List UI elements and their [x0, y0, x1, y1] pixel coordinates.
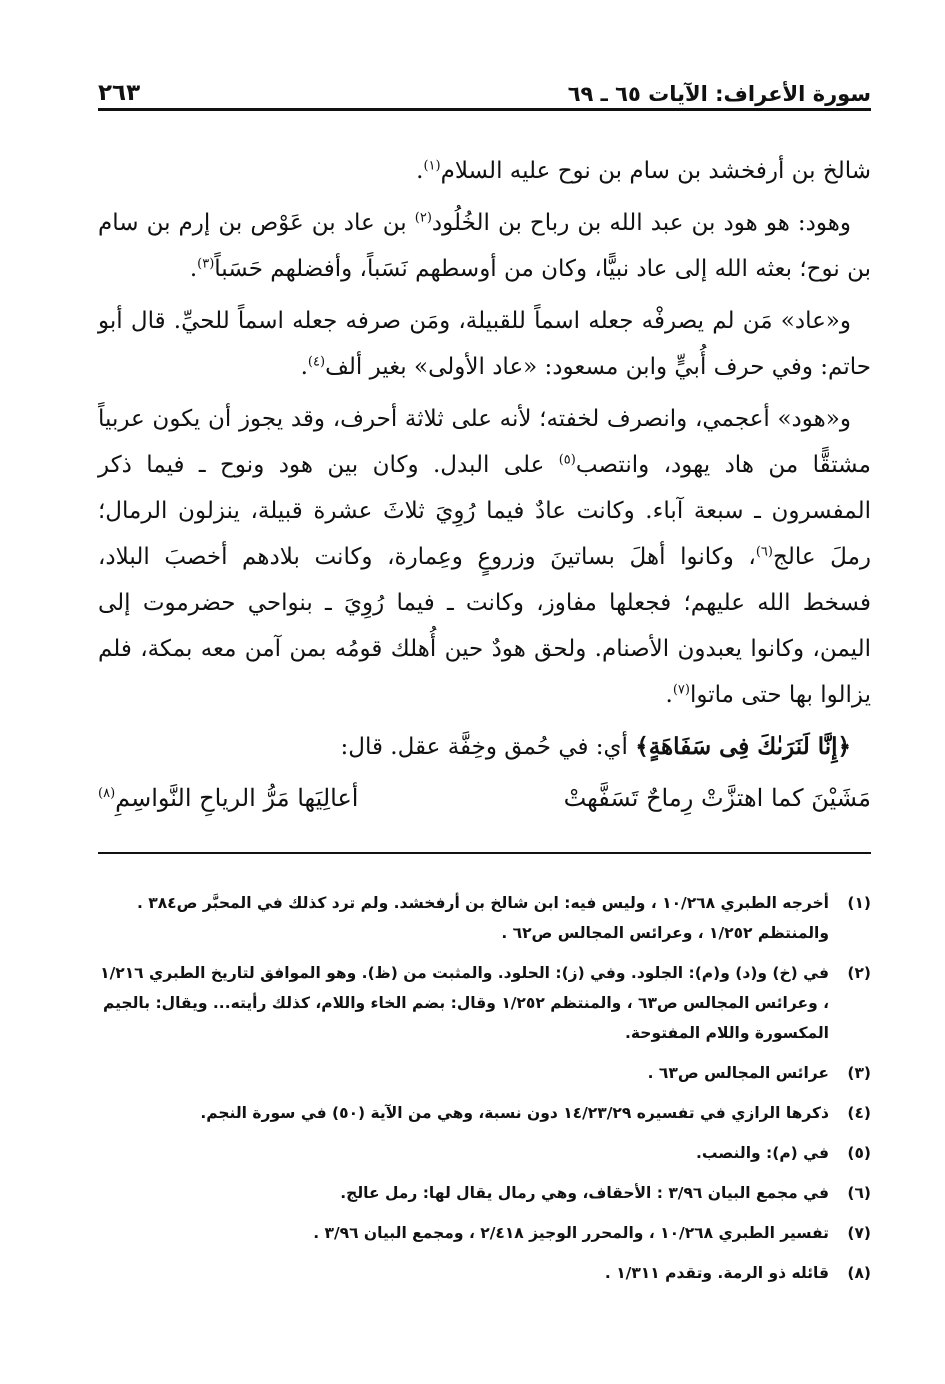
- header-divider: [98, 108, 871, 111]
- footnote: (٥) في (م): والنصب.: [695, 1144, 871, 1162]
- quran-verse: ﴿إِنَّا لَنَرَىٰكَ فِى سَفَاهَةٍ﴾: [635, 733, 851, 760]
- footnote-ref: (٢): [414, 210, 432, 226]
- footnote: (٨) قائله ذو الرمة. وتقدم ١/٣١١ .: [604, 1264, 871, 1282]
- footnote: (٤) ذكرها الرازي في تفسيره ١٤/٢٣/٢٩ دون نسبة، وهي من الآية (٥٠) في سورة النجم.: [200, 1104, 871, 1122]
- poem-hemistich-2: أعالِيَها مَرُّ الرياحِ النَّواسِمِ: [115, 784, 359, 812]
- verse-gloss: أي: في حُمق وخِفَّة عقل. قال:: [340, 734, 636, 760]
- footnote: (٦) في مجمع البيان ٣/٩٦ : الأحقاف، وهي رمال يقال لها: رمل عالج.: [340, 1184, 871, 1202]
- paragraph-2: وهود: هو هود بن عبد الله بن رباح بن الخُلُود$^{(٢)}$ بن عاد بن عَوْص بن إرم بن سام بن نوح؛ بعثه الله إلى عاد نبيًّا، وكان من أوسطهم نَسَباً، وأفضلهم حَسَباً$^{(٣)}$.: [98, 210, 871, 282]
- footnote-ref: (١): [423, 158, 441, 174]
- paragraph-1: شالخ بن أرفخشد بن سام بن نوح عليه السلام$^{(١)}$.: [416, 158, 871, 184]
- verse-line: [98, 724, 871, 770]
- footnote-ref: (٦): [755, 544, 773, 560]
- footnote: (٢) في (خ) و(د) و(م): الجلود. وفي (ز): الحلود. والمثبت من (ظ). وهو الموافق لتاريخ الطبري ١/٢١٦ ، وعرائس المجالس ص٦٣ ، والمنتظم ١/٢٥٢ وقال: بضم الخاء واللام، كذلك رأيته... ويقال: بالجيم المكسورة واللام المفتوحة.: [100, 964, 871, 1042]
- footnote: (١) أخرجه الطبري ١٠/٢٦٨ ، وليس فيه: ابن شالخ بن أرفخشد. ولم ترد كذلك في المحبَّر ص٣٨٤ . والمنتظم ١/٢٥٢ ، وعرائس المجالس ص٦٢ .: [136, 894, 871, 942]
- footnote-ref: (٥): [558, 452, 576, 468]
- poem-hemistich-1: مَشَيْنَ كما اهتزَّتْ رِماحٌ تَسَفَّهتْ: [563, 784, 871, 812]
- footnote: (٧) تفسير الطبري ١٠/٢٦٨ ، والمحرر الوجيز ٢/٤١٨ ، ومجمع البيان ٣/٩٦ .: [313, 1224, 871, 1242]
- running-header: [98, 66, 871, 106]
- footnote-ref: (٨): [98, 786, 116, 801]
- poem-verse: [98, 776, 871, 820]
- footnote-ref: (٤): [307, 354, 326, 370]
- page-number: ٢٦٣: [98, 80, 141, 106]
- surah-title: سورة الأعراف: الآيات ٦٥ ـ ٦٩: [567, 82, 871, 106]
- poem-hemistich-2-wrap: [98, 776, 358, 820]
- footnote-ref: (٧): [672, 682, 690, 698]
- main-text: [98, 148, 871, 820]
- paragraph-3: و«عاد» مَن لم يصرفْه جعله اسماً للقبيلة، ومَن صرفه جعله اسماً للحيِّ. قال أبو حاتم: وفي حرف أُبيٍّ وابن مسعود: «عاد الأولى» بغير ألف$^{(٤)}$.: [98, 308, 871, 380]
- footnotes: [98, 888, 871, 1298]
- footnote-ref: (٣): [197, 256, 215, 272]
- footnote-divider: [98, 852, 871, 854]
- paragraph-4: و«هود» أعجمي، وانصرف لخفته؛ لأنه على ثلاثة أحرف، وقد يجوز أن يكون عربياً مشتقًّا من هاد يهود، وانتصب$^{(٥)}$ على البدل. وكان بين هود ونوح ـ فيما ذكر المفسرون ـ سبعة آباء. وكانت عادٌ فيما رُوِيَ ثلاثَ عشرة قبيلة، ينزلون الرمال؛ رملَ عالج$^{(٦)}$، وكانوا أهلَ بساتينَ وزروعٍ وعِمارة، وكانت بلادهم أخصبَ البلاد، فسخط الله عليهم؛ فجعلها مفاوز، وكانت ـ فيما رُوِيَ ـ بنواحي حضرموت إلى اليمن، وكانوا يعبدون الأصنام. ولحق هودٌ حين أُهلك قومُه بمن آمن معه بمكة، فلم يزالوا بها حتى ماتوا$^{(٧)}$.: [98, 406, 871, 708]
- footnote: (٣) عرائس المجالس ص٦٣ .: [647, 1064, 871, 1082]
